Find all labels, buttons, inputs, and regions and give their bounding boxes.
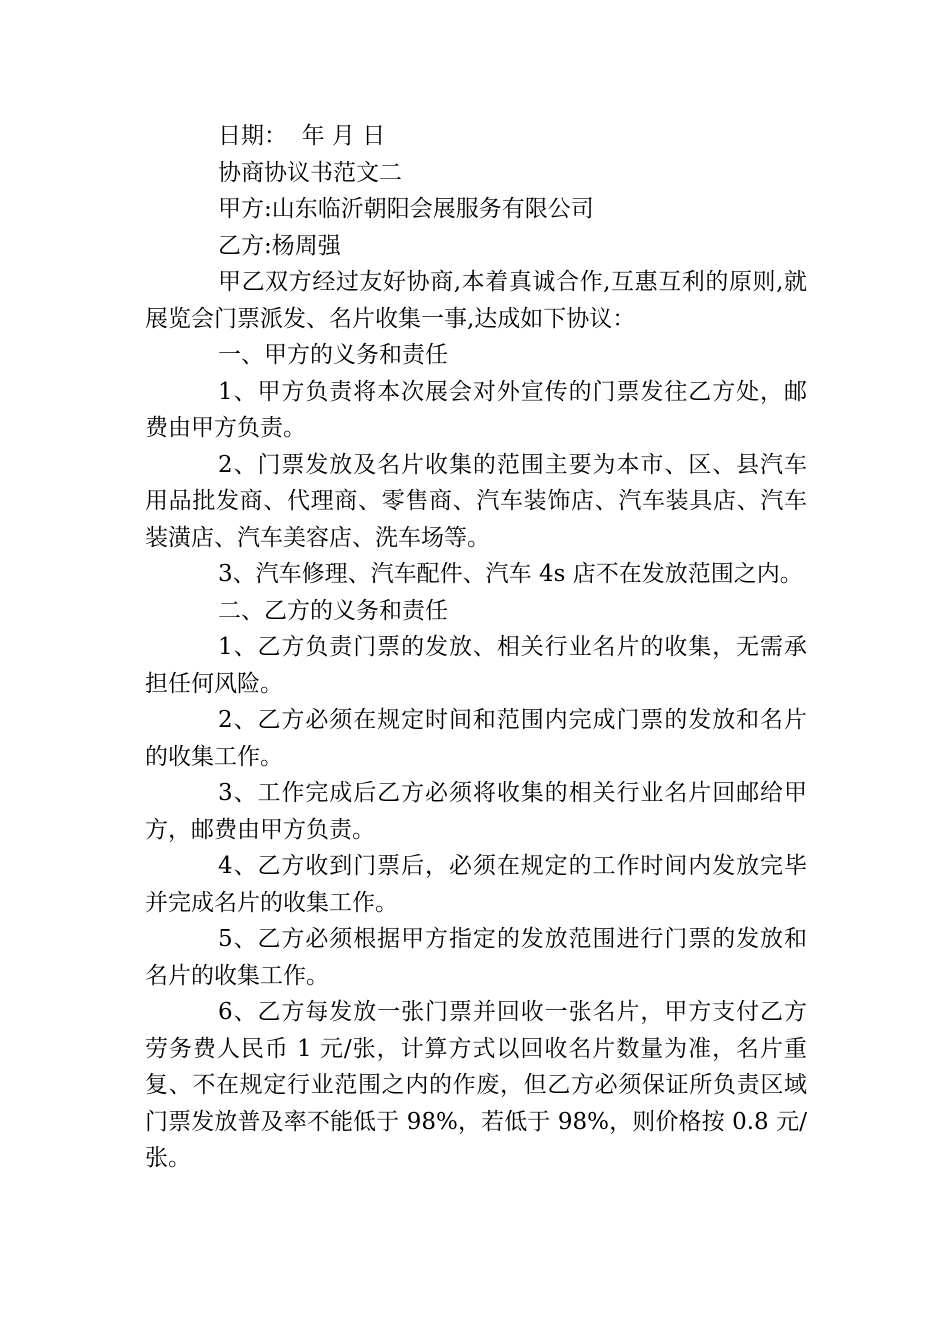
date-line: 日期： 年 月 日 xyxy=(218,123,386,149)
section2-item-6: 6、乙方每发放一张门票并回收一张名片，甲方支付乙方劳务费人民币 1 元/张，计算方式以回收名片数量为准，名片重复、不在规定行业范围之内的作废，但乙方必须保证所负责区域门票发放普及率不能低于 98%，若低于 98%，则价格按 0.8 元/张。 xyxy=(145,999,807,1171)
section2-item-5: 5、乙方必须根据甲方指定的发放范围进行门票的发放和名片的收集工作。 xyxy=(145,926,807,989)
section2-item-1: 1、乙方负责门票的发放、相关行业名片的收集，无需承担任何风险。 xyxy=(145,634,807,697)
section2-heading: 二、乙方的义务和责任 xyxy=(218,597,448,624)
party-b: 乙方:杨周强 xyxy=(218,232,341,259)
document-title: 协商协议书范文二 xyxy=(218,159,402,186)
section2-item-2: 2、乙方必须在规定时间和范围内完成门票的发放和名片的收集工作。 xyxy=(145,707,807,770)
section1-item-1: 1、甲方负责将本次展会对外宣传的门票发往乙方处，邮费由甲方负责。 xyxy=(145,378,807,441)
section1-item-2: 2、门票发放及名片收集的范围主要为本市、区、县汽车用品批发商、代理商、零售商、汽车装饰店、汽车装具店、汽车装潢店、汽车美容店、洗车场等。 xyxy=(145,451,807,551)
intro-paragraph: 甲乙双方经过友好协商,本着真诚合作,互惠互利的原则,就展览会门票派发、名片收集一事,达成如下协议： xyxy=(145,269,807,332)
section1-heading: 一、甲方的义务和责任 xyxy=(218,342,448,368)
document-page xyxy=(145,118,807,1177)
section2-item-4: 4、乙方收到门票后，必须在规定的工作时间内发放完毕并完成名片的收集工作。 xyxy=(145,853,807,916)
section2-item-3: 3、工作完成后乙方必须将收集的相关行业名片回邮给甲方，邮费由甲方负责。 xyxy=(145,780,807,843)
section1-item-3: 3、汽车修理、汽车配件、汽车 4s 店不在发放范围之内。 xyxy=(218,561,803,587)
party-a: 甲方:山东临沂朝阳会展服务有限公司 xyxy=(218,196,594,222)
